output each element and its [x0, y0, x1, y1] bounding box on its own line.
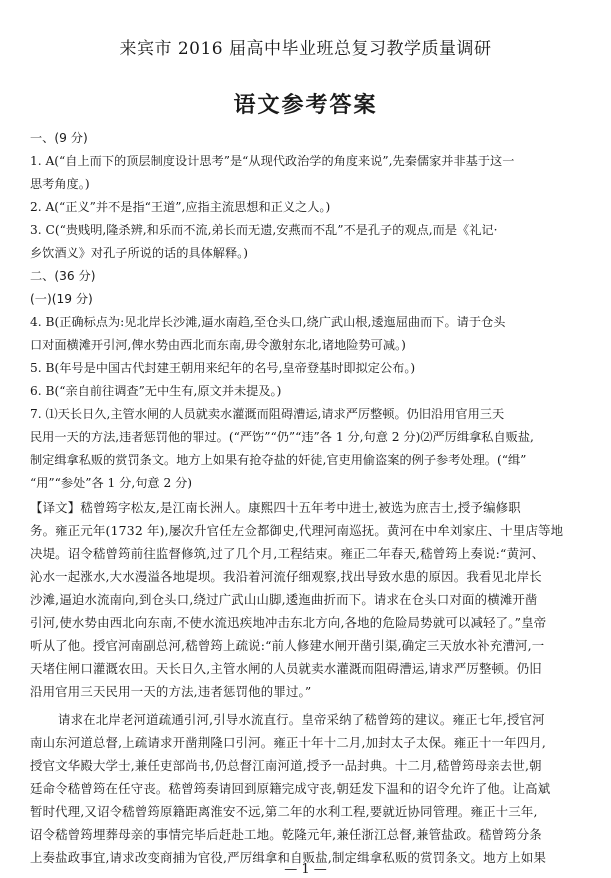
translation-line: 决堤。诏令嵇曾筠前往监督修筑,过了几个月,工程结束。雍正二年春天,嵇曾筠上奏说:“黄河、	[30, 546, 545, 561]
answer-q1-line2: 思考角度。)	[30, 177, 90, 191]
translation-line: 上奏盐政事宜,请求改变商捕为官役,严厉缉拿和自贩盐,制定缉拿私贩的赏罚条文。地方上如果	[30, 850, 547, 865]
translation-line: 南山东河道总督,上疏请求开凿荆隆口引河。雍正十年十二月,加封太子太保。雍正十一年四月,	[30, 735, 547, 750]
answer-q5: 5. B(年号是中国古代封建王朝用来纪年的名号,皇帝登基时即拟定公布。)	[30, 361, 416, 375]
translation-paragraph-two: 请求在北岸老河道疏通引河,引导水流直行。皇帝采纳了嵇曾筠的建议。雍正七年,授官河	[58, 712, 545, 727]
subsection-one-heading: (一)(19 分)	[30, 292, 93, 306]
translation-line: 沙滩,逼迫水流南向,到仓头口,绕过广武山山脚,逶迤曲折而下。请求在仓头口对面的横滩开凿	[30, 592, 538, 607]
translation-line: 引河,使水势由西北向东南,不使水流迅疾地冲击东北方向,各地的危险局势就可以减轻了。”皇帝	[30, 615, 547, 630]
answer-q1-line1: 1. A(“自上而下的顶层制度设计思考”是“从现代政治学的角度来说”,先秦儒家并非基于这一	[30, 154, 515, 168]
exam-title: 来宾市 2016 届高中毕业班总复习教学质量调研	[119, 39, 492, 59]
translation-line: 诏令嵇曾筠埋葬母亲的事情完毕后赶赴工地。乾隆元年,兼任浙江总督,兼管盐政。嵇曾筠分条	[30, 827, 542, 842]
answer-q3-line1: 3. C(“贵贱明,隆杀辨,和乐而不流,弟长而无遗,安燕而不乱”不是孔子的观点,而是《礼记·	[30, 223, 498, 237]
translation-line: 暂时代理,又诏令嵇曾筠原籍距离淮安不远,第二年的水利工程,要就近协同管理。雍正十三年,	[30, 804, 538, 819]
answer-q6: 6. B(“亲自前往调查”无中生有,原文并未提及。)	[30, 384, 282, 398]
translation-line: 廷命令嵇曾筠在任守丧。嵇曾筠奏请回到原籍完成守丧,朝廷发下温和的诏令允许了他。让高斌	[30, 781, 551, 796]
translation-line: 天堵住闸口灌溉农田。天长日久,主管水闸的人员就卖水灌溉而阻碍漕运,请求严厉整顿。仍旧	[30, 661, 542, 676]
answer-q4-line2: 口对面横滩开引河,俾水势由西北而东南,毋令激射东北,诸地险势可减。)	[30, 338, 406, 352]
translation-line: 授官文华殿大学士,兼任吏部尚书,仍总督江南河道,授予一品封典。十二月,嵇曾筠母亲去世,朝	[30, 758, 542, 773]
answer-q7-line1: 7. ⑴天长日久,主管水闸的人员就卖水灌溉而阻碍漕运,请求严厉整顿。仍旧沿用官用三天	[30, 407, 505, 421]
answer-q2: 2. A(“正义”并不是指“王道”,应指主流思想和正义之人。)	[30, 200, 331, 214]
section-two-heading: 二、(36 分)	[30, 269, 96, 283]
answer-q7-line2: 民用一天的方法,违者惩罚他的罪过。(“严饬”“仍”“违”各 1 分,句意 2 分)⑵严厉缉拿私自贩盐,	[30, 430, 534, 444]
answer-key-heading: 语文参考答案	[233, 92, 378, 118]
section-one-heading: 一、(9 分)	[30, 131, 88, 145]
page-number: — 1 —	[284, 862, 327, 877]
answer-q7-line3: 制定缉拿私贩的赏罚条文。地方上如果有抢夺盐的奸徒,官吏用偷盗案的例子参考处理。(“缉”	[30, 453, 527, 467]
translation-line: 务。雍正元年(1732 年),屡次升官任左佥都御史,代理河南巡抚。黄河在中牟刘家庄、十里店等地	[30, 523, 564, 538]
answer-q3-line2: 乡饮酒义》对孔子所说的话的具体解释。)	[30, 246, 249, 260]
translation-line: 听从了他。授官河南副总河,嵇曾筠上疏说:“前人修建水闸开凿引渠,确定三天放水补充漕河,一	[30, 638, 545, 653]
translation-line: 【译文】嵇曾筠字松友,是江南长洲人。康熙四十五年考中进士,被选为庶吉士,授予编修职	[30, 500, 521, 515]
answer-q7-line4: “用”“参处”各 1 分,句意 2 分)	[30, 476, 193, 490]
answer-q4-line1: 4. B(正确标点为:见北岸长沙滩,逼水南趋,至仓头口,绕广武山根,逶迤屈曲而下。请于仓头	[30, 315, 506, 329]
translation-line: 沁水一起涨水,大水漫溢各地堤坝。我沿着河流仔细观察,找出导致水患的原因。我看见北岸长	[30, 569, 542, 584]
translation-line: 沿用官用三天民用一天的方法,违者惩罚他的罪过。”	[30, 684, 312, 699]
